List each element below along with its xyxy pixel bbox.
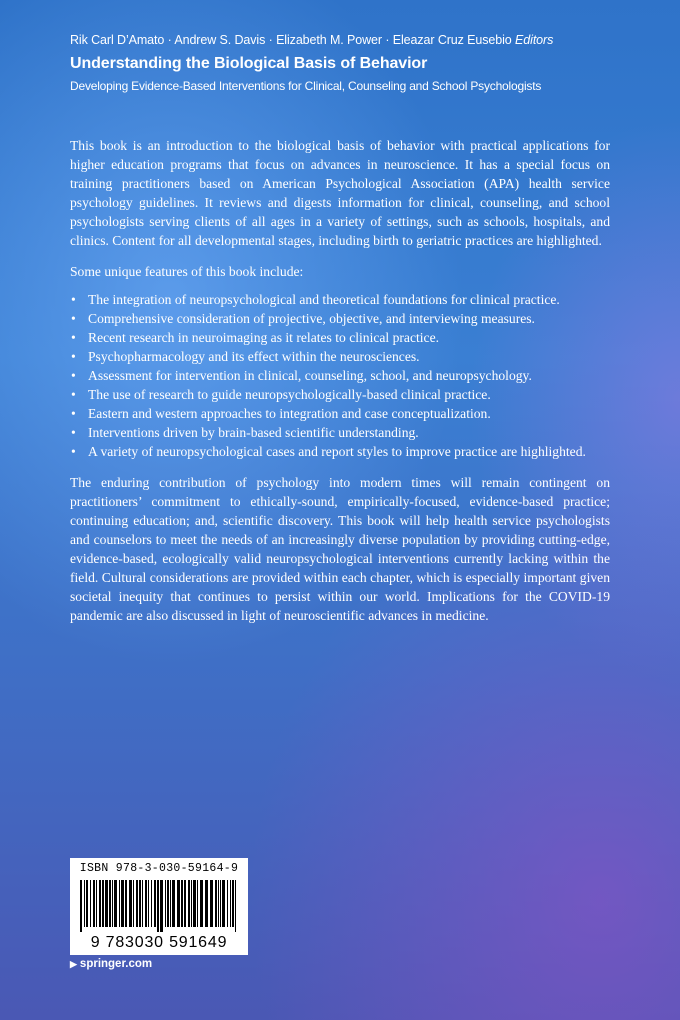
- barcode-bar: [84, 880, 85, 927]
- bullet-icon: •: [71, 330, 76, 345]
- barcode-bar: [99, 880, 101, 927]
- feature-text: The use of research to guide neuropsychologically-based clinical practice.: [88, 387, 491, 402]
- editors-names: Rik Carl D’Amato · Andrew S. Davis · Elizabeth M. Power · Eleazar Cruz Eusebio: [70, 33, 512, 47]
- barcode-bar: [210, 880, 213, 927]
- barcode-bar: [227, 880, 228, 927]
- editors-line: [70, 33, 660, 47]
- feature-text: Comprehensive consideration of projective, objective, and interviewing measures.: [88, 311, 535, 326]
- feature-text: The integration of neuropsychological and theoretical foundations for clinical practice.: [88, 292, 560, 307]
- barcode-bar: [102, 880, 104, 927]
- barcode-bar: [215, 880, 217, 927]
- list-item: [70, 404, 610, 423]
- barcode-bar: [177, 880, 180, 927]
- barcode-bar: [193, 880, 196, 927]
- intro-paragraph: This book is an introduction to the biological basis of behavior with practical applications for higher education programs that focus on advances in neuroscience. It has a special focus on training practitioners based on American Psychological Association (APA) health service psychology guidelines. It reviews and digests information for clinical, counseling, and school psychologists serving clients of all ages in a variety of settings, such as schools, hospitals, and clinics. Content for all developmental stages, including birth to geriatric practices are highlighted.: [70, 138, 610, 248]
- barcode-bar: [86, 880, 88, 927]
- feature-text: A variety of neuropsychological cases and report styles to improve practice are highlighted.: [88, 444, 586, 459]
- barcode-bar: [142, 880, 143, 927]
- book-title: Understanding the Biological Basis of Behavior: [70, 55, 428, 72]
- barcode-bar: [119, 880, 120, 927]
- barcode-bar: [154, 880, 156, 927]
- features-lead: Some unique features of this book include:: [70, 264, 304, 279]
- bullet-icon: •: [71, 406, 76, 421]
- barcode-bar: [157, 880, 159, 932]
- cover-header: [70, 33, 660, 93]
- barcode-bar: [90, 880, 91, 927]
- list-item: [70, 385, 610, 404]
- barcode-bar: [197, 880, 198, 927]
- publisher-link[interactable]: [70, 958, 152, 970]
- list-item: [70, 423, 610, 442]
- bullet-icon: •: [71, 368, 76, 383]
- barcode-bar: [133, 880, 134, 927]
- bullet-icon: •: [71, 349, 76, 364]
- isbn-barcode: [70, 858, 248, 955]
- blurb: [70, 136, 610, 625]
- bullet-icon: •: [71, 444, 76, 459]
- barcode-bar: [136, 880, 138, 927]
- list-item: [70, 366, 610, 385]
- barcode-bar: [172, 880, 175, 927]
- bullet-icon: •: [71, 387, 76, 402]
- barcode-bar: [139, 880, 141, 927]
- barcode-bar: [80, 880, 82, 932]
- barcode-bar: [220, 880, 221, 927]
- barcode-bar: [145, 880, 147, 927]
- barcode-bars: [80, 880, 238, 932]
- barcode-bar: [222, 880, 225, 927]
- barcode-bar: [191, 880, 192, 927]
- book-subtitle: Developing Evidence-Based Interventions for Clinical, Counseling and School Psychologists: [70, 79, 542, 93]
- barcode-bar: [167, 880, 169, 927]
- feature-text: Interventions driven by brain-based scientific understanding.: [88, 425, 419, 440]
- barcode-bar: [96, 880, 97, 927]
- barcode-bar: [105, 880, 108, 927]
- feature-text: Assessment for intervention in clinical, counseling, school, and neuropsychology.: [88, 368, 532, 383]
- bullet-icon: •: [71, 311, 76, 326]
- publisher-url: springer.com: [79, 958, 153, 970]
- barcode-bar: [235, 880, 236, 932]
- isbn-label: ISBN 978-3-030-59164-9: [79, 862, 239, 875]
- features-list: [70, 290, 610, 461]
- arrow-right-icon: ▶: [70, 959, 77, 969]
- list-item: [70, 290, 610, 309]
- barcode-bar: [218, 880, 219, 927]
- barcode-bar: [184, 880, 186, 927]
- barcode-bar: [181, 880, 183, 927]
- barcode-bar: [188, 880, 190, 927]
- list-item: [70, 309, 610, 328]
- feature-text: Psychopharmacology and its effect within the neurosciences.: [88, 349, 420, 364]
- barcode-bar: [232, 880, 234, 927]
- barcode-bar: [112, 880, 113, 927]
- barcode-bar: [160, 880, 163, 932]
- barcode-bar: [148, 880, 149, 927]
- barcode-bar: [165, 880, 166, 927]
- barcode-number: 9 783030 591649: [90, 934, 228, 951]
- barcode-bar: [200, 880, 203, 927]
- list-item: [70, 442, 610, 461]
- bullet-icon: •: [71, 292, 76, 307]
- barcode-bar: [151, 880, 152, 927]
- closing-paragraph: The enduring contribution of psychology into modern times will remain contingent on practitioners’ commitment to ethically-sound, empirically-focused, evidence-based practice; continuing education; and, scientific discovery. This book will help health service psychologists and counselors to meet the needs of an increasingly diverse population by providing cutting-edge, evidence-based, ecologically valid neuropsychological interventions currently lacking within the field. Cultural considerations are provided within each chapter, which is especially important given societal inequity that continues to persist within our world. Implications for the COVID-19 pandemic are also discussed in light of neuroscientific advances in medicine.: [70, 475, 610, 623]
- barcode-bar: [121, 880, 124, 927]
- barcode-bar: [205, 880, 208, 927]
- barcode-bar: [129, 880, 132, 927]
- feature-text: Eastern and western approaches to integration and case conceptualization.: [88, 406, 491, 421]
- bullet-icon: •: [71, 425, 76, 440]
- list-item: [70, 328, 610, 347]
- barcode-bar: [125, 880, 127, 927]
- barcode-bar: [170, 880, 171, 927]
- list-item: [70, 347, 610, 366]
- feature-text: Recent research in neuroimaging as it relates to clinical practice.: [88, 330, 440, 345]
- barcode-bar: [230, 880, 231, 927]
- editors-role: Editors: [515, 33, 554, 47]
- barcode-bar: [114, 880, 117, 927]
- barcode-bar: [93, 880, 95, 927]
- barcode-bar: [109, 880, 111, 927]
